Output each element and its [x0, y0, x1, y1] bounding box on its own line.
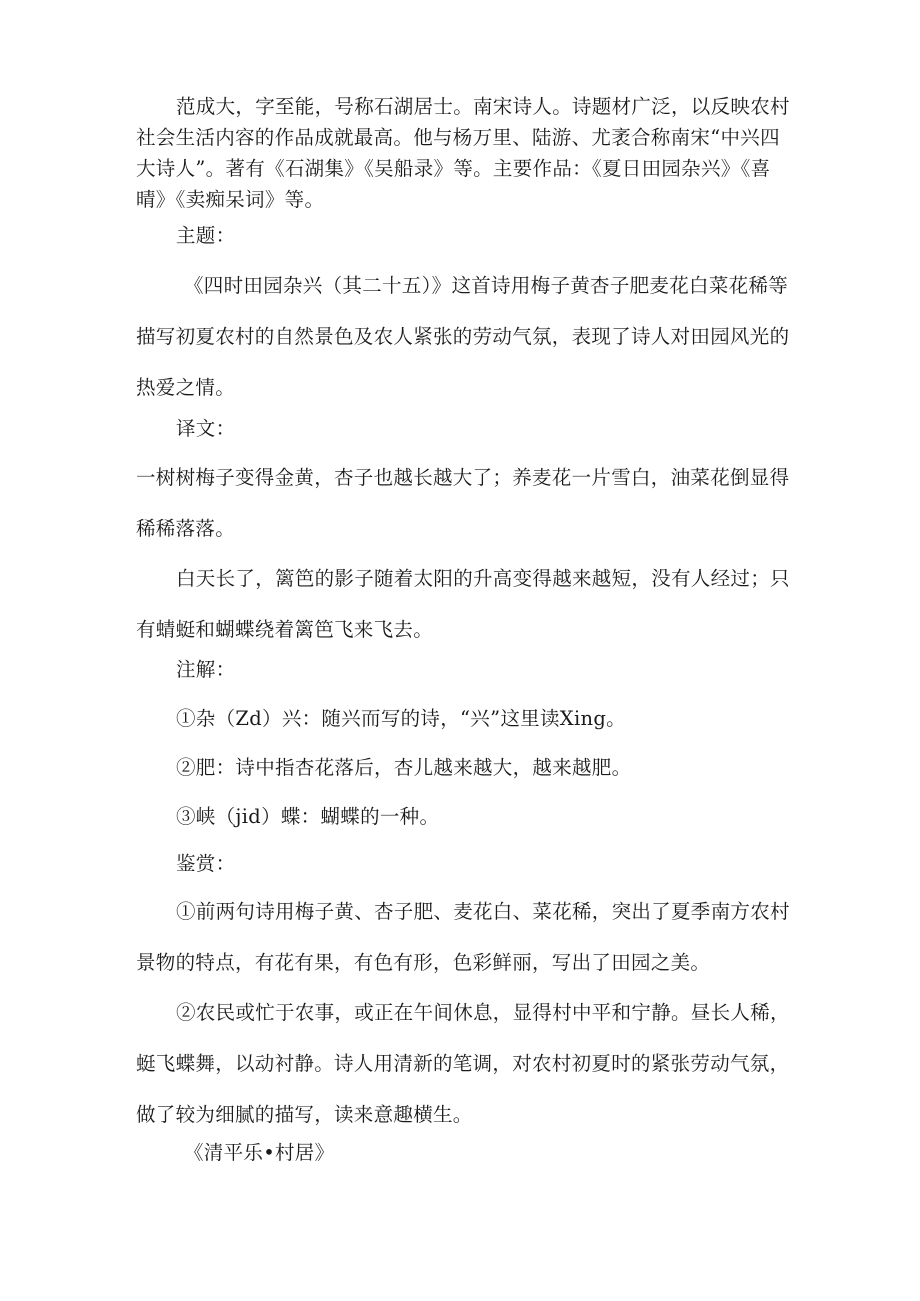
note-item-2: ②肥：诗中指杏花落后，杏儿越来越大，越来越肥。	[176, 756, 632, 779]
theme-paragraph: 《四时田园杂兴（其二十五）》这首诗用梅子黄杏子肥麦花白菜花稀等描写初夏农村的自然景色及农人紧张的劳动气氛，表现了诗人对田园风光的热爱之情。	[136, 274, 790, 399]
notes-heading: 注解：	[176, 658, 236, 681]
next-section-title: 《清平乐•村居》	[184, 1141, 335, 1164]
appreciation-heading: 鉴赏：	[176, 852, 236, 875]
note-item-3: ③峡（jid）蝶：蝴蝶的一种。	[176, 805, 440, 828]
appreciation-paragraph-1: ①前两句诗用梅子黄、杏子肥、麦花白、菜花稀，突出了夏季南方农村景物的特点，有花有果，有色有形，色彩鲜丽，写出了田园之美。	[136, 900, 790, 974]
translation-heading: 译文：	[176, 417, 236, 440]
appreciation-paragraph-2: ②农民或忙于农事，或正在午间休息，显得村中平和宁静。昼长人稀，蜓飞蝶舞，以动衬静。诗人用清新的笔调，对农村初夏时的紧张劳动气氛，做了较为细腻的描写，读来意趣横生。	[136, 1001, 790, 1126]
theme-heading: 主题：	[176, 224, 236, 247]
intro-paragraph: 范成大，字至能，号称石湖居士。南宋诗人。诗题材广泛，以反映农村社会生活内容的作品成就最高。他与杨万里、陆游、尤袤合称南宋“中兴四大诗人”。著有《石湖集》《吴船录》等。主要作品：《夏日田园杂兴》《喜晴》《卖痴呆词》等。	[136, 95, 790, 211]
note-item-1: ①杂（Zd）兴：随兴而写的诗，“兴”这里读Xing。	[176, 707, 626, 730]
translation-paragraph-2: 白天长了，篱笆的影子随着太阳的升高变得越来越短，没有人经过；只有蜻蜓和蝴蝶绕着篱笆飞来飞去。	[136, 567, 790, 641]
translation-paragraph-1: 一树树梅子变得金黄，杏子也越长越大了；养麦花一片雪白，油菜花倒显得稀稀落落。	[136, 466, 790, 540]
